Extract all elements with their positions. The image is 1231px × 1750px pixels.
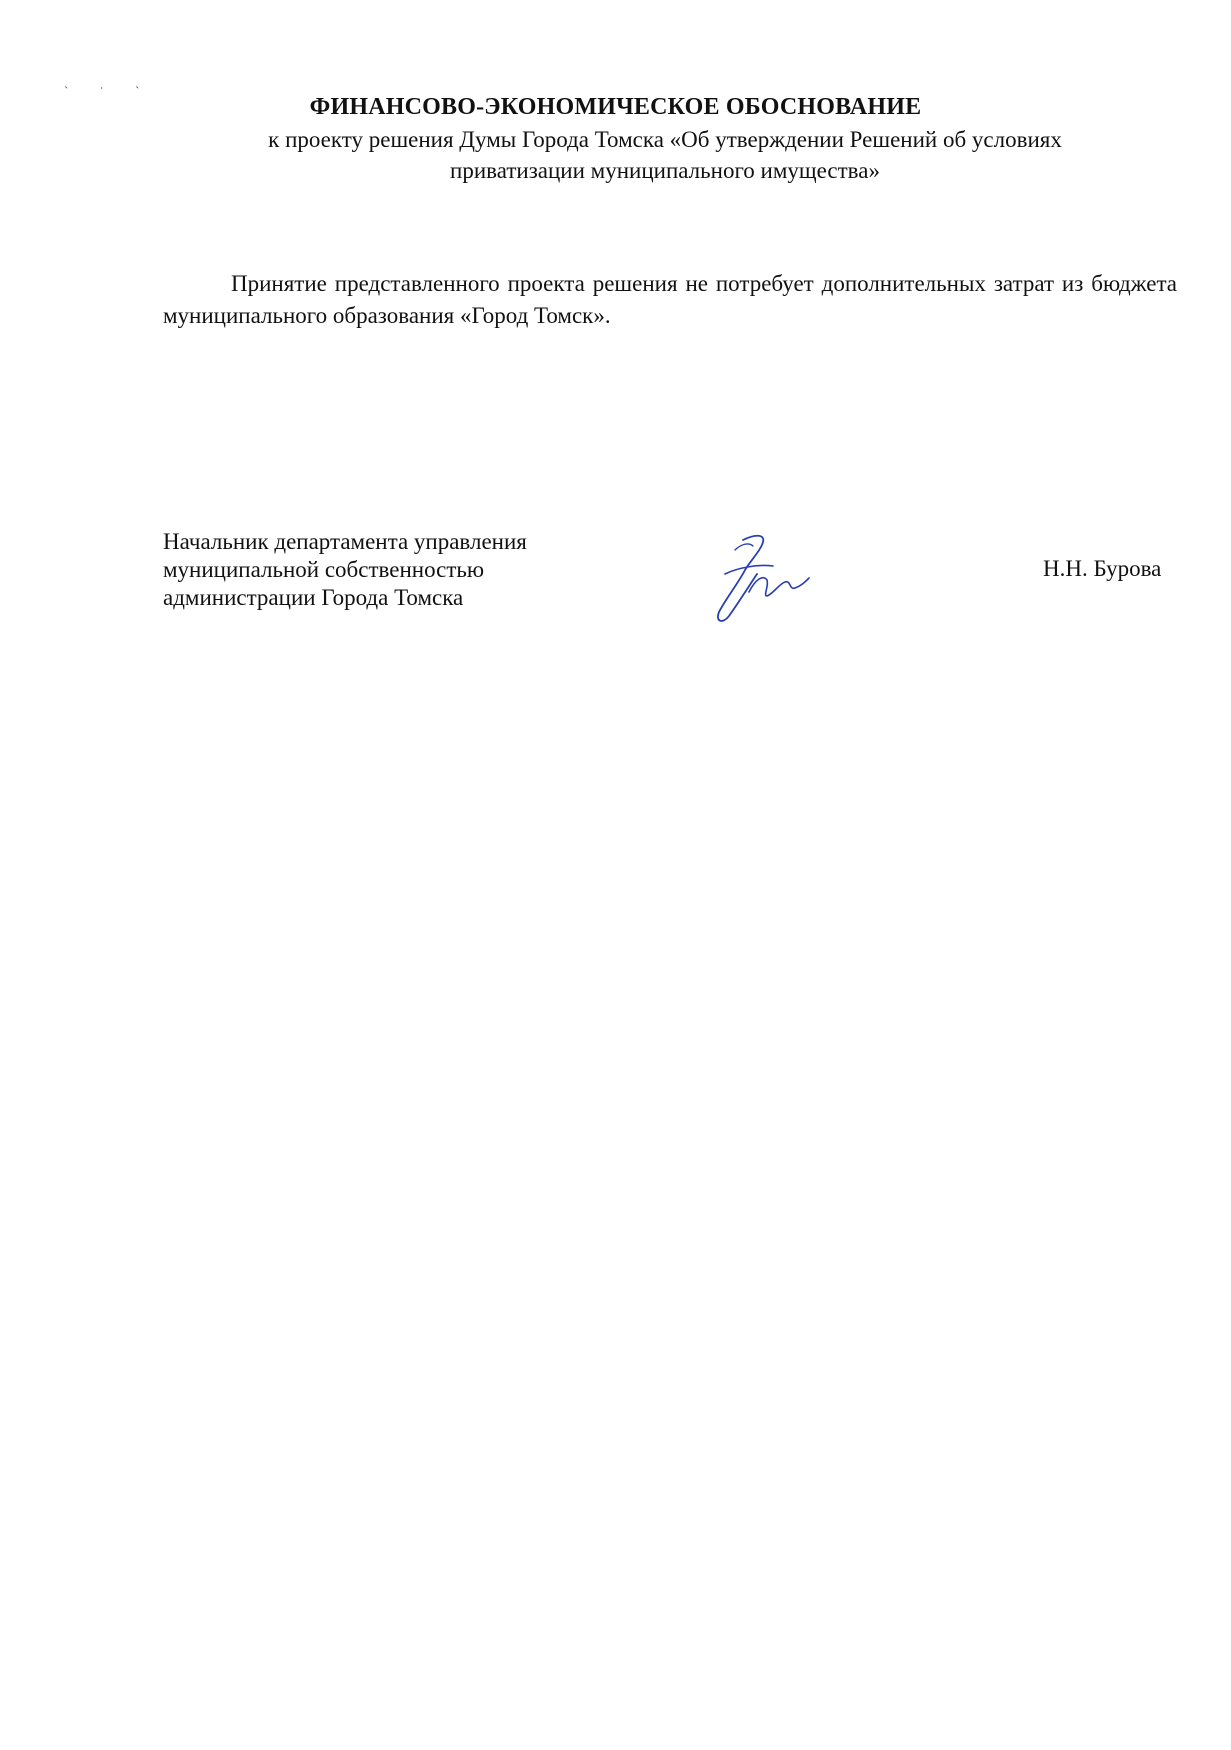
signer-name: Н.Н. Бурова xyxy=(1043,556,1162,581)
document-subtitle xyxy=(200,124,1130,186)
subtitle-line: приватизации муниципального имущества» xyxy=(450,158,880,183)
body-paragraph: Принятие представленного проекта решения не потребует дополнительных затрат из бюджета муниципального образования «Город Томск». xyxy=(163,271,1177,328)
signer-position-line: администрации Города Томска xyxy=(163,585,464,610)
document-title: ФИНАНСОВО-ЭКОНОМИЧЕСКОЕ ОБОСНОВАНИЕ xyxy=(309,94,922,120)
handwritten-signature-icon xyxy=(705,530,815,626)
scan-artifacts: ˎ ˌ ˏ xyxy=(64,74,154,89)
subtitle-line: к проекту решения Думы Города Томска «Об утверждении Решений об условиях xyxy=(268,127,1062,152)
signer-position xyxy=(163,528,527,612)
signer-position-line: Начальник департамента управления xyxy=(163,529,527,554)
signer-position-line: муниципальной собственностью xyxy=(163,557,485,582)
